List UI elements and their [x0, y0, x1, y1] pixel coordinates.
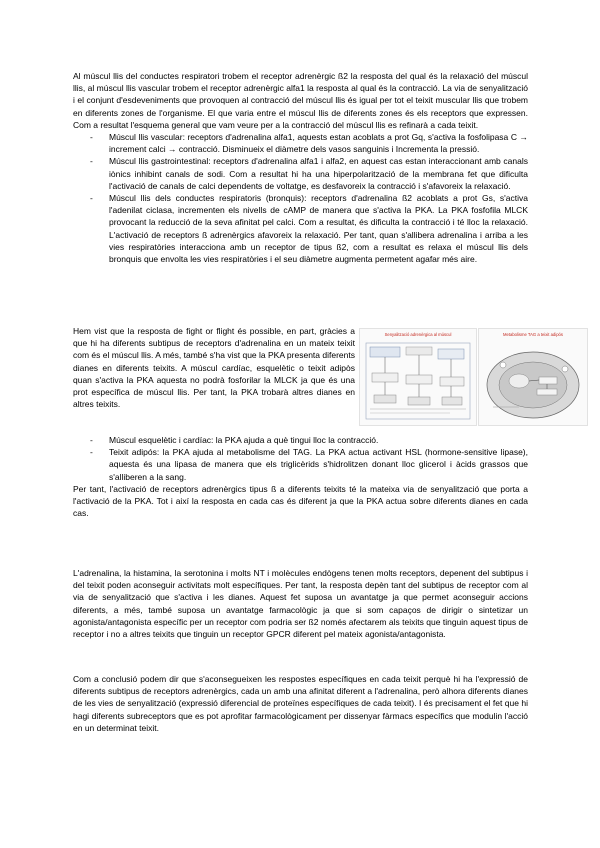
pka-list	[73, 434, 528, 483]
intro-list	[73, 131, 528, 265]
list-item-adipose: - Teixit adipós: la PKA ajuda al metabolisme del TAG. La PKA actua activant HSL (hormone-sensitive lipase), aquesta és una lipasa de manera que els triglicèrids s'hidrolitzen donant lloc glicerol i àcids grassos que s'alliberen a la sang.	[73, 446, 528, 483]
figure-left-diagram	[360, 329, 476, 425]
list-item-muscle: - Múscul esquelètic i cardíac: la PKA ajuda a què tingui lloc la contracció.	[73, 434, 528, 446]
figure-right-diagram	[479, 329, 587, 425]
list-item-vascular: - Múscul llis vascular: receptors d'adrenalina alfa1, aquests estan acoblats a prot Gq, s'activa la fosfolipasa C → increment calci → contracció. Disminueix el diàmetre dels vasos sanguinis i Incrementa la pressió.	[73, 131, 528, 155]
ligands-section	[73, 567, 528, 640]
figure-right-title: Metabolisme TAG a teixit adipós	[503, 332, 563, 337]
conclusion-section	[73, 673, 528, 734]
ligands-paragraph: L'adrenalina, la histamina, la serotonina i molts NT i molècules endògens tenen molts receptors, depenent del subtipus i del teixit poden aconseguir activitats molt específiques. Per tant, la resposta depèn tant del subtipus de receptor com al via de senyalització que s'activa i les dianes. Aquest fet suposa un avantatge ja que permet aconseguir accions diferents, a més, també suposa un avantatge farmacològic ja que si som capaços de dirigir o sintetizar un agonista/antagonista específic per un receptor com podria ser ß2 només afectarem als teixits que tinguin aquest tipus de receptor i no a altres teixits que tinguin un receptor GPCR diferent pel mateix agonista/antagonista.	[73, 568, 528, 640]
pka-paragraph: Hem vist que la resposta de fight or flight és possible, en part, gràcies a que hi ha diferents subtipus de receptors d'adrenalina en un mateix teixit com és el múscul llis. A més, també s'ha vist que la PKA presenta diferents dianes en diferents teixits. A múscul cardíac, esquelètic o teixit adipòs quan s'activa la PKA aquesta no podrà fosforilar la MLCK ja que és una prot específica de múscul llis. Per tant, la PKA trobarà altres dianes en altres teixits.	[73, 326, 355, 410]
pka-paragraph-block	[73, 325, 355, 410]
intro-section	[73, 70, 528, 265]
intro-paragraph: Al múscul llis del conductes respiratori trobem el receptor adrenèrgic ß2 la resposta del qual és la relaxació del múscul llis, al múscul llis vascular trobem el receptor adrenèrgic alfa1 la resposta al qual és la contracció. La via de senyalització i el conjunt d'esdeveniments que provoquen al contracció del múscul llis és igual per tot el teixit muscular llis que trobem en diferents zones de l'organisme. El que varia entre el múscul llis de diferents zones és els receptors que expressen. Com a resultat l'esquema general que vam veure per a la contracció del múscul llis es refinarà a cada teixit.	[73, 71, 528, 130]
list-item-gastrointestinal: - Múscul llis gastrointestinal: receptors d'adrenalina alfa1 i alfa2, en aquest cas estan interaccionant amb canals iònics inhibint canals de sodi. Com a resultat hi ha una hiperpolarització de la membrana fet que dificulta l'activació de canals de calci dependents de voltatge, es desfavoreix la contracció i s'afavoreix la relaxació.	[73, 155, 528, 192]
pka-conclusion: Per tant, l'activació de receptors adrenèrgics tipus ß a diferents teixits té la mateixa via de senyalització que porta a l'activació de la PKA. Tot i així la resposta en cada cas és diferent ja que la PKA actua sobre diferents dianes en cada cas.	[73, 483, 528, 519]
figure-left-title: Senyalització adrenèrgica al múscul	[384, 332, 452, 337]
list-item-bronchial: - Múscul llis dels conductes respiratoris (bronquis): receptors d'adrenalina ß2 acoblats a prot Gs, s'activa l'adenilat ciclasa, incrementen els nivells de cAMP de manera que s'activa la PKA. La PKA fosfofila MLCK provocant la reducció de la seva afinitat pel calci. Com a resultat, és dificulta la contracció i té lloc la relaxació. L'activació de receptors ß adrenèrgics afavoreix la relaxació. Per tant, quan s'allibera adrenalina i arriba a les vies respiratòries interacciona amb un receptor de tipus ß2, com a resultat es relaxa el múscul llis dels bronquis que envolta les vies respiratòries i el seu diàmetre augmenta permetent agafar més aire.	[73, 192, 528, 265]
final-paragraph: Com a conclusió podem dir que s'aconsegueixen les respostes específiques en cada teixit perquè hi ha l'expressió de diferents subtipus de receptors adrenèrgics, cada un amb una afinitat diferent a l'adrenalina, però alhora diferents dianes de les vies de senyalització (expressió diferencial de proteïnes específiques de cada teixit). I és precisament el fet que hi hagi diferents subreceptors que es pot aprofitar farmacològicament per dissenyar fàrmacs específics que modulin l'acció en un determinat teixit.	[73, 674, 528, 733]
pka-list-section	[73, 434, 528, 519]
figure-left	[359, 328, 477, 426]
figure-right	[478, 328, 588, 426]
